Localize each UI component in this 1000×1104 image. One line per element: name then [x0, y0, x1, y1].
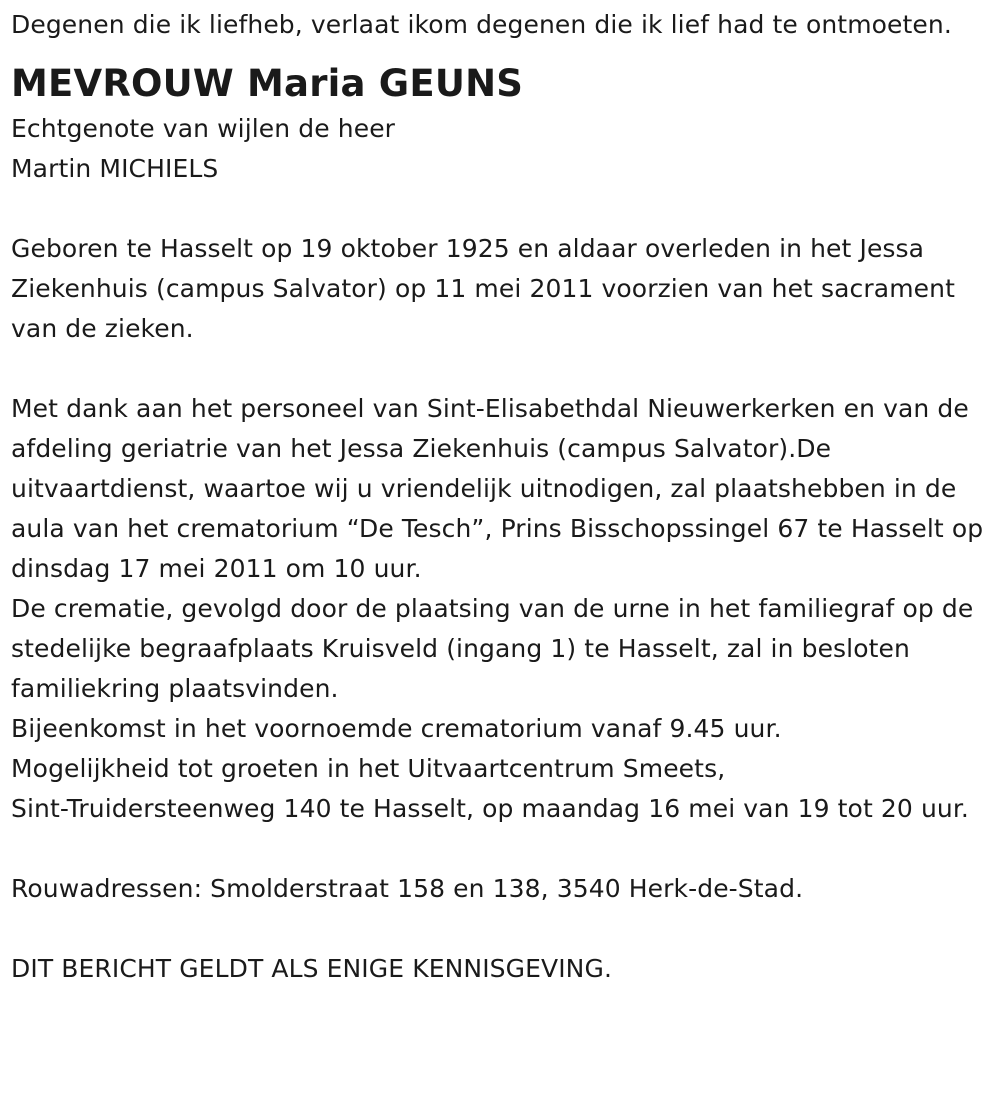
greeting-line-1: Mogelijkheid tot groeten in het Uitvaartcentrum Smeets, — [11, 754, 726, 783]
motto: Degenen die ik liefheb, verlaat ikom degenen die ik lief had te ontmoeten. — [11, 10, 952, 39]
spacer — [11, 829, 996, 869]
deceased-name: MEVROUW Maria GEUNS — [11, 62, 524, 105]
spouse-line-1: Echtgenote van wijlen de heer — [11, 114, 396, 143]
cremation-paragraph: De crematie, gevolgd door de plaatsing van de urne in het familiegraf op de stedelijke begraafplaats Kruisveld (ingang 1) te Hasselt, zal in besloten familiekring plaatsvinden. — [11, 594, 974, 703]
spacer — [11, 349, 996, 389]
spouse-line-2: Martin MICHIELS — [11, 154, 219, 183]
spacer — [11, 909, 996, 949]
spouse-info — [11, 109, 996, 189]
mourning-addresses: Rouwadressen: Smolderstraat 158 en 138, 3540 Herk-de-Stad. — [11, 874, 804, 903]
gathering-paragraph: Bijeenkomst in het voornoemde crematorium vanaf 9.45 uur. — [11, 714, 782, 743]
greeting-line-2: Sint-Truidersteenweg 140 te Hasselt, op maandag 16 mei van 19 tot 20 uur. — [11, 794, 969, 823]
spacer — [11, 189, 996, 229]
greeting-paragraph — [11, 749, 996, 829]
thanks-service-paragraph: Met dank aan het personeel van Sint-Elisabethdal Nieuwerkerken en van de afdeling geriatrie van het Jessa Ziekenhuis (campus Salvator).De uitvaartdienst, waartoe wij u vriendelijk uitnodigen, zal plaatshebben in de aula van het crematorium “De Tesch”, Prins Bisschopssingel 67 te Hasselt op dinsdag 17 mei 2011 om 10 uur. — [11, 394, 984, 583]
obituary-document — [11, 5, 996, 989]
birth-death-paragraph: Geboren te Hasselt op 19 oktober 1925 en aldaar overleden in het Jessa Ziekenhuis (campus Salvator) op 11 mei 2011 voorzien van het sacrament van de zieken. — [11, 234, 955, 343]
notice: DIT BERICHT GELDT ALS ENIGE KENNISGEVING. — [11, 954, 612, 983]
